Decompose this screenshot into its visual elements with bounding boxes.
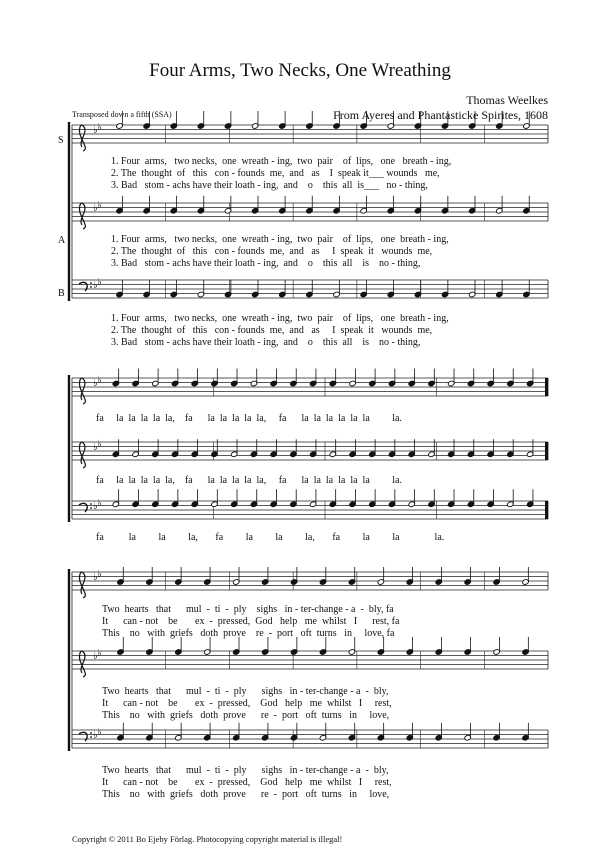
lyric-s3-bass-v2: It can - not be ex - pressed, God help me whilst I rest, — [102, 777, 392, 788]
lyric-s3-soprano-v2: It can - not be ex - pressed, God help me whilst I rest, fa — [102, 616, 400, 627]
lyric-s2-soprano: fa la la la la la, fa la la la la la, fa la la la la la la la. — [96, 413, 402, 424]
lyric-s3-alto-v1: Two hearts that mul - ti - ply sighs in - ter-change - a - bly, — [102, 686, 389, 697]
lyric-s1-soprano-v2: 2. The thought of this con - founds me, and as I speak it___ wounds me, — [111, 168, 440, 179]
lyric-s1-alto-v1: 1. Four arms, two necks, one wreath - ing, two pair of lips, one breath - ing, — [111, 234, 449, 245]
lyric-s2-alto: fa la la la la la, fa la la la la la, fa la la la la la la la. — [96, 475, 402, 486]
treble-clef-icon — [80, 442, 86, 468]
flat-sign-icon: ♭ — [93, 125, 98, 136]
flat-sign-icon: ♭ — [93, 730, 98, 741]
voice-label-soprano: S — [58, 135, 64, 146]
transposition-note: Transposed down a fifth (SSA) — [72, 110, 172, 119]
lyric-s1-alto-v2: 2. The thought of this con - founds me, and as I speak it wounds me, — [111, 246, 433, 257]
bass-clef-dot — [90, 507, 92, 509]
bass-clef-icon — [79, 282, 87, 291]
flat-sign-icon: ♭ — [93, 203, 98, 214]
voice-label-alto: A — [58, 235, 66, 246]
flat-sign-icon: ♭ — [93, 572, 98, 583]
bass-clef-dot — [90, 736, 92, 738]
treble-clef-icon — [80, 651, 86, 677]
source-note: From Ayeres and Phantasticke Spirites, 1608 — [333, 108, 548, 122]
bass-clef-icon — [79, 732, 87, 741]
flat-sign-icon: ♭ — [93, 651, 98, 662]
flat-sign-icon: ♭ — [93, 442, 98, 453]
flat-sign-icon: ♭ — [97, 727, 102, 738]
treble-clef-icon — [80, 572, 86, 598]
lyric-s1-bass-v2: 2. The thought of this con - founds me, and as I speak it wounds me, — [111, 325, 433, 336]
final-barline — [545, 442, 548, 460]
flat-sign-icon: ♭ — [97, 439, 102, 450]
bass-clef-dot — [90, 282, 92, 284]
flat-sign-icon: ♭ — [97, 122, 102, 133]
flat-sign-icon: ♭ — [93, 280, 98, 291]
lyric-s1-bass-v1: 1. Four arms, two necks, one wreath - ing, two pair of lips, one breath - ing, — [111, 313, 449, 324]
treble-clef-icon — [80, 125, 86, 151]
lyric-s1-soprano-v3: 3. Bad stom - achs have their loath - ing, and o this all is___ no - thing, — [111, 180, 428, 191]
bass-clef-dot — [90, 503, 92, 505]
lyric-s2-bass: fa la la la, fa la la la, fa la la la. — [96, 532, 445, 543]
flat-sign-icon: ♭ — [97, 200, 102, 211]
flat-sign-icon: ♭ — [97, 569, 102, 580]
flat-sign-icon: ♭ — [97, 648, 102, 659]
lyric-s3-soprano-v3: This no with griefs doth prove re - port oft turns in love, fa — [102, 628, 395, 639]
flat-sign-icon: ♭ — [97, 498, 102, 509]
flat-sign-icon: ♭ — [97, 277, 102, 288]
lyric-s3-alto-v2: It can - not be ex - pressed, God help me whilst I rest, — [102, 698, 392, 709]
composer-name: Thomas Weelkes — [466, 93, 548, 107]
lyric-s1-bass-v3: 3. Bad stom - achs have their loath - ing, and o this all is no - thing, — [111, 337, 421, 348]
lyric-s3-bass-v3: This no with griefs doth prove re - port oft turns in love, — [102, 789, 390, 800]
lyric-s1-alto-v3: 3. Bad stom - achs have their loath - ing, and o this all is no - thing, — [111, 258, 421, 269]
flat-sign-icon: ♭ — [93, 501, 98, 512]
bass-clef-icon — [79, 503, 87, 512]
lyric-s3-alto-v3: This no with griefs doth prove re - port oft turns in love, — [102, 710, 390, 721]
copyright-notice: Copyright © 2011 Bo Ejeby Förlag. Photocopying copyright material is illegal! — [72, 834, 343, 844]
final-barline — [545, 378, 548, 396]
treble-clef-icon — [80, 203, 86, 229]
bass-clef-dot — [90, 286, 92, 288]
lyric-s3-soprano-v1: Two hearts that mul - ti - ply sighs in - ter-change - a - bly, fa — [102, 604, 394, 615]
flat-sign-icon: ♭ — [93, 378, 98, 389]
voice-label-bass: B — [58, 288, 65, 299]
treble-clef-icon — [80, 378, 86, 404]
lyric-s1-soprano-v1: 1. Four arms, two necks, one wreath - ing, two pair of lips, one breath - ing, — [111, 156, 452, 167]
final-barline — [545, 501, 548, 519]
bass-clef-dot — [90, 732, 92, 734]
lyric-s3-bass-v1: Two hearts that mul - ti - ply sighs in - ter-change - a - bly, — [102, 765, 389, 776]
page-title: Four Arms, Two Necks, One Wreathing — [149, 60, 451, 81]
flat-sign-icon: ♭ — [97, 375, 102, 386]
